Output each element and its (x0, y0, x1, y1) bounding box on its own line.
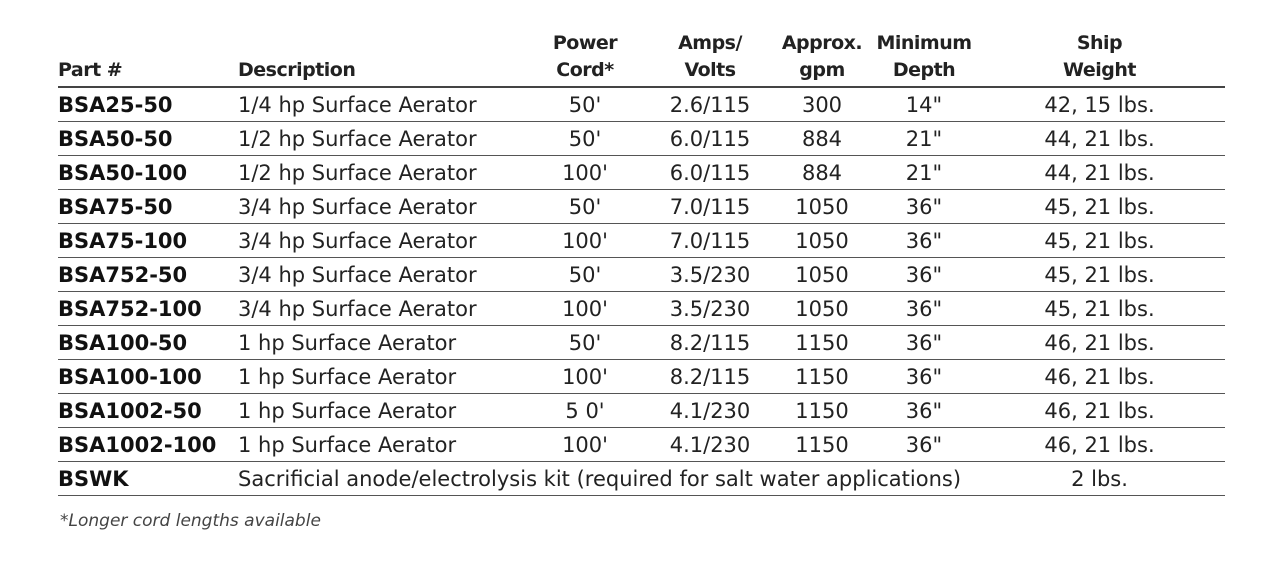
table-row (58, 360, 1225, 394)
amps-volts-cell: 8.2/115 (650, 326, 770, 360)
part-number-cell: BSA25-50 (58, 87, 238, 122)
power-cord-cell: 100' (520, 360, 650, 394)
min-depth-cell: 36" (874, 394, 974, 428)
part-number-cell: BSA1002-50 (58, 394, 238, 428)
part-number-cell: BSA50-50 (58, 122, 238, 156)
amps-volts-cell: 3.5/230 (650, 292, 770, 326)
gpm-cell: 884 (770, 156, 874, 190)
description-cell: 3/4 hp Surface Aerator (238, 190, 520, 224)
amps-volts-cell: 6.0/115 (650, 122, 770, 156)
power-cord-cell: 100' (520, 428, 650, 462)
header-part-label: Part # (58, 59, 123, 81)
gpm-cell: 1050 (770, 190, 874, 224)
gpm-cell: 1150 (770, 326, 874, 360)
power-cord-cell: 50' (520, 326, 650, 360)
header-description (238, 30, 520, 87)
header-min-depth (874, 30, 974, 87)
header-part (58, 30, 238, 87)
table-row (58, 394, 1225, 428)
amps-volts-cell: 6.0/115 (650, 156, 770, 190)
min-depth-cell: 36" (874, 190, 974, 224)
table-body (58, 87, 1225, 496)
min-depth-cell: 36" (874, 292, 974, 326)
header-amps-line1: Amps/ (678, 32, 742, 54)
header-depth-line2: Depth (892, 59, 956, 81)
power-cord-cell: 50' (520, 190, 650, 224)
min-depth-cell: 36" (874, 224, 974, 258)
power-cord-cell: 100' (520, 156, 650, 190)
ship-weight-cell: 46, 21 lbs. (974, 326, 1225, 360)
part-number-cell: BSA75-50 (58, 190, 238, 224)
gpm-cell: 1050 (770, 292, 874, 326)
table-row (58, 224, 1225, 258)
table-row (58, 87, 1225, 122)
header-amps-volts (650, 30, 770, 87)
description-cell: 1/2 hp Surface Aerator (238, 122, 520, 156)
part-number-cell: BSA75-100 (58, 224, 238, 258)
gpm-cell: 884 (770, 122, 874, 156)
power-cord-cell: 50' (520, 258, 650, 292)
amps-volts-cell: 8.2/115 (650, 360, 770, 394)
description-cell: 1 hp Surface Aerator (238, 326, 520, 360)
part-number-cell: BSA752-100 (58, 292, 238, 326)
header-amps-line2: Volts (684, 59, 736, 81)
description-cell: 1/4 hp Surface Aerator (238, 87, 520, 122)
ship-weight-cell: 44, 21 lbs. (974, 156, 1225, 190)
ship-weight-cell: 44, 21 lbs. (974, 122, 1225, 156)
header-ship-weight (974, 30, 1225, 87)
header-ship-line1: Ship (1076, 32, 1123, 54)
table-row-kit (58, 462, 1225, 496)
table-row (58, 190, 1225, 224)
ship-weight-cell: 45, 21 lbs. (974, 224, 1225, 258)
table-row (58, 326, 1225, 360)
header-ship-line2: Weight (1063, 59, 1136, 81)
header-power-cord (520, 30, 650, 87)
description-cell: 3/4 hp Surface Aerator (238, 224, 520, 258)
table-row (58, 258, 1225, 292)
table-row (58, 122, 1225, 156)
min-depth-cell: 36" (874, 258, 974, 292)
ship-weight-cell: 45, 21 lbs. (974, 292, 1225, 326)
gpm-cell: 1050 (770, 258, 874, 292)
description-cell: 1 hp Surface Aerator (238, 394, 520, 428)
gpm-cell: 1050 (770, 224, 874, 258)
header-gpm (770, 30, 874, 87)
description-cell: 3/4 hp Surface Aerator (238, 258, 520, 292)
min-depth-cell: 14" (874, 87, 974, 122)
min-depth-cell: 36" (874, 326, 974, 360)
min-depth-cell: 36" (874, 428, 974, 462)
ship-weight-cell: 46, 21 lbs. (974, 394, 1225, 428)
power-cord-cell: 100' (520, 224, 650, 258)
ship-weight-cell: 45, 21 lbs. (974, 258, 1225, 292)
header-power-line1: Power (552, 32, 618, 54)
description-cell: 3/4 hp Surface Aerator (238, 292, 520, 326)
header-depth-line1: Minimum (876, 32, 972, 54)
description-cell: 1 hp Surface Aerator (238, 360, 520, 394)
amps-volts-cell: 2.6/115 (650, 87, 770, 122)
power-cord-cell: 5 0' (520, 394, 650, 428)
min-depth-cell: 21" (874, 156, 974, 190)
ship-weight-cell: 46, 21 lbs. (974, 428, 1225, 462)
ship-weight-cell: 42, 15 lbs. (974, 87, 1225, 122)
part-number-cell: BSA1002-100 (58, 428, 238, 462)
ship-weight-cell: 46, 21 lbs. (974, 360, 1225, 394)
min-depth-cell: 36" (874, 360, 974, 394)
part-number-cell: BSA752-50 (58, 258, 238, 292)
amps-volts-cell: 3.5/230 (650, 258, 770, 292)
kit-description-cell: Sacrificial anode/electrolysis kit (required for salt water applications) (238, 462, 974, 496)
spec-table (58, 30, 1225, 496)
table-row (58, 428, 1225, 462)
part-number-cell: BSA50-100 (58, 156, 238, 190)
gpm-cell: 1150 (770, 428, 874, 462)
amps-volts-cell: 4.1/230 (650, 428, 770, 462)
amps-volts-cell: 4.1/230 (650, 394, 770, 428)
power-cord-cell: 100' (520, 292, 650, 326)
gpm-cell: 300 (770, 87, 874, 122)
power-cord-cell: 50' (520, 122, 650, 156)
part-number-cell: BSWK (58, 462, 238, 496)
amps-volts-cell: 7.0/115 (650, 190, 770, 224)
gpm-cell: 1150 (770, 360, 874, 394)
min-depth-cell: 21" (874, 122, 974, 156)
header-gpm-line2: gpm (799, 59, 845, 81)
table-row (58, 156, 1225, 190)
part-number-cell: BSA100-100 (58, 360, 238, 394)
ship-weight-cell: 2 lbs. (974, 462, 1225, 496)
gpm-cell: 1150 (770, 394, 874, 428)
table-row (58, 292, 1225, 326)
header-power-line2: Cord* (556, 59, 614, 81)
part-number-cell: BSA100-50 (58, 326, 238, 360)
footnote: *Longer cord lengths available (60, 511, 321, 531)
description-cell: 1/2 hp Surface Aerator (238, 156, 520, 190)
amps-volts-cell: 7.0/115 (650, 224, 770, 258)
header-gpm-line1: Approx. (781, 32, 863, 54)
header-row (58, 30, 1225, 87)
power-cord-cell: 50' (520, 87, 650, 122)
ship-weight-cell: 45, 21 lbs. (974, 190, 1225, 224)
description-cell: 1 hp Surface Aerator (238, 428, 520, 462)
header-description-label: Description (238, 59, 356, 81)
table-header (58, 30, 1225, 87)
